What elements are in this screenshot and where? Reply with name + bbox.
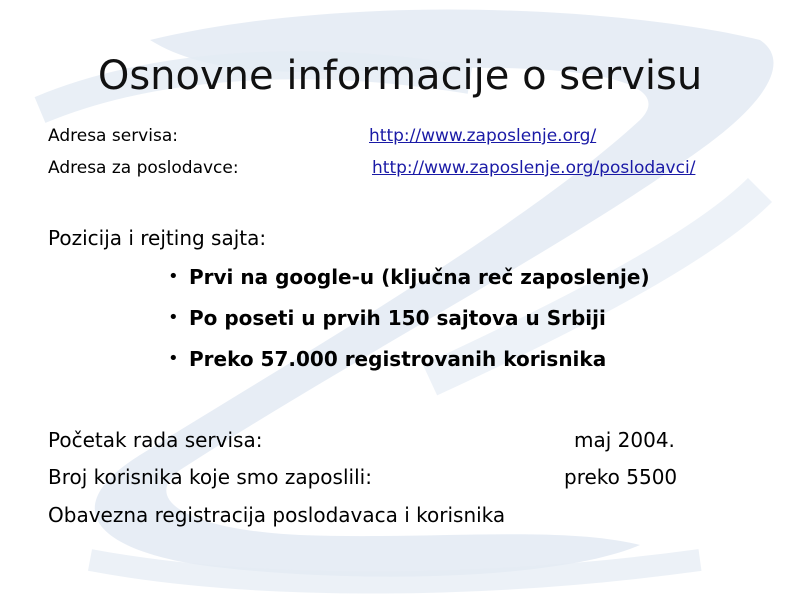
fact-start-label: Početak rada servisa: bbox=[48, 428, 263, 452]
ranking-heading: Pozicija i rejting sajta: bbox=[48, 226, 267, 250]
employers-address-label: Adresa za poslodavce: bbox=[48, 158, 239, 178]
service-address-label: Adresa servisa: bbox=[48, 126, 178, 146]
bullet-registered-users: Preko 57.000 registrovanih korisnika bbox=[189, 347, 607, 371]
fact-start-value: maj 2004. bbox=[574, 428, 675, 452]
service-address-link[interactable]: http://www.zaposlenje.org/ bbox=[369, 126, 597, 146]
bullet-google-rank: Prvi na google-u (ključna reč zaposlenje) bbox=[189, 265, 650, 289]
fact-employed-label: Broj korisnika koje smo zaposlili: bbox=[48, 465, 372, 489]
fact-registration-label: Obavezna registracija poslodavaca i korisnika bbox=[48, 503, 506, 527]
fact-employed-value: preko 5500 bbox=[564, 465, 678, 489]
bullet-dot: • bbox=[168, 307, 179, 328]
bullet-traffic-rank: Po poseti u prvih 150 sajtova u Srbiji bbox=[189, 306, 606, 330]
bullet-dot: • bbox=[168, 266, 179, 287]
employers-address-link[interactable]: http://www.zaposlenje.org/poslodavci/ bbox=[372, 158, 696, 178]
bullet-dot: • bbox=[168, 348, 179, 369]
slide-title: Osnovne informacije o servisu bbox=[97, 53, 703, 99]
